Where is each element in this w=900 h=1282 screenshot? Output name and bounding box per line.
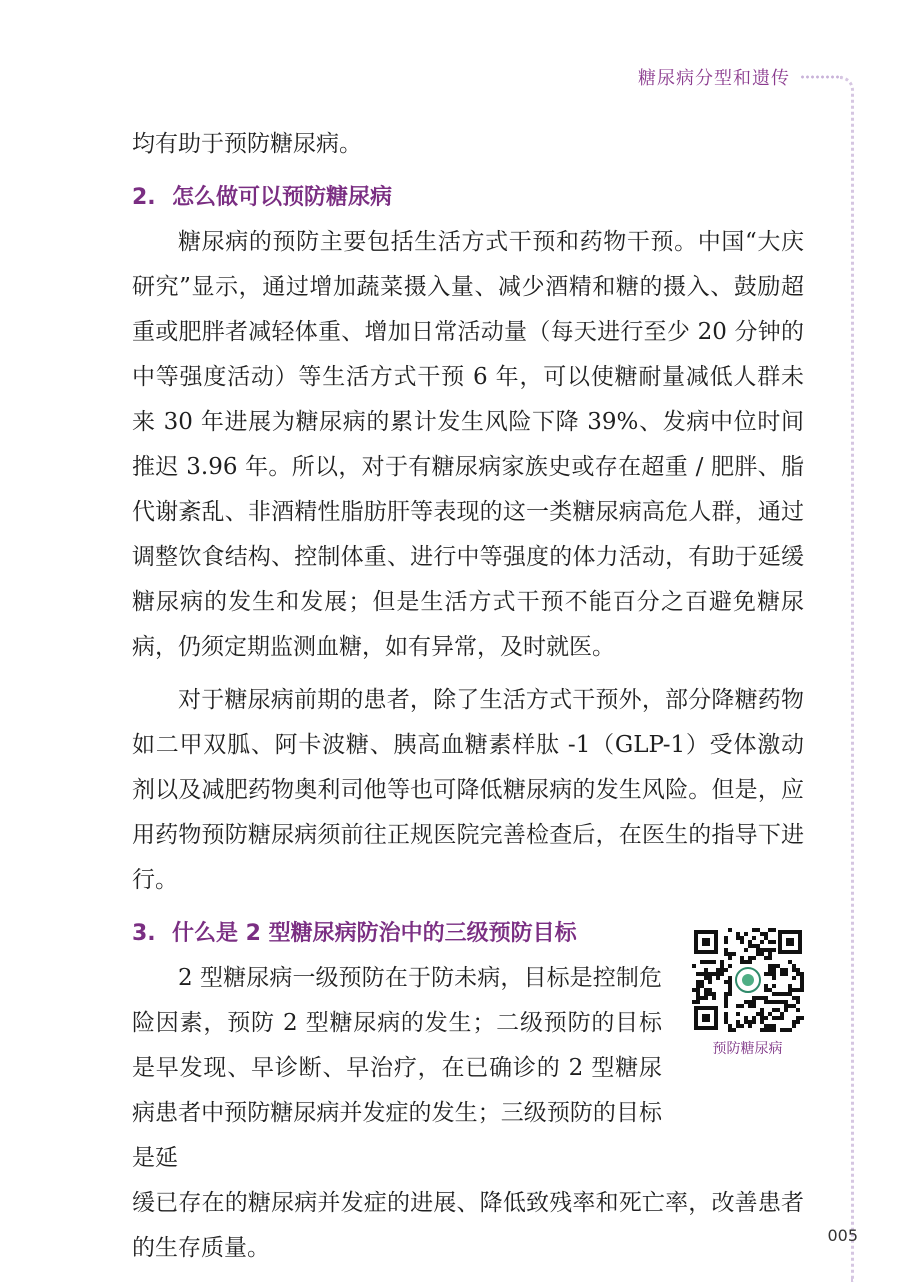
qr-code-block [690,928,805,1058]
running-header-title: 糖尿病分型和遗传 [638,68,790,89]
page-content [132,122,804,1271]
header-dots-decoration [800,74,842,80]
qr-caption: 预防糖尿病 [712,1041,783,1057]
section-title: 什么是 2 型糖尿病防治中的三级预防目标 [172,921,577,946]
paragraph-prevention: 糖尿病的预防主要包括生活方式干预和药物干预。中国“大庆研究”显示，通过增加蔬菜摄入量、减少酒精和糖的摄入、鼓励超重或肥胖者减轻体重、增加日常活动量（每天进行至少 20 分钟的中等强度活动）等生活方式干预 6 年，可以使糖耐量减低人群未来 30 年进展为糖尿病的累计发生风险下降 39%、发病中位时间推迟 3.96 年。所以，对于有糖尿病家族史或存在超重 / 肥胖、脂代谢紊乱、非酒精性脂肪肝等表现的这一类糖尿病高危人群，通过调整饮食结构、控制体重、进行中等强度的体力活动，有助于延缓糖尿病的发生和发展；但是生活方式干预不能百分之百避免糖尿病，仍须定期监测血糖，如有异常，及时就医。 [132,229,804,660]
continued-line: 均有助于预防糖尿病。 [132,131,362,157]
page-number: 005 [827,1226,858,1245]
paragraph-three-level-a: 2 型糖尿病一级预防在于防未病，目标是控制危险因素，预防 2 型糖尿病的发生；二级预防的目标是早发现、早诊断、早治疗，在已确诊的 2 型糖尿病患者中预防糖尿病并发症的发生；三级预防的目标是延 [132,965,662,1171]
qr-code-icon[interactable] [692,928,804,1032]
section-title: 怎么做可以预防糖尿病 [172,185,393,210]
section-number: 2. [132,185,156,210]
section-heading-2 [132,175,804,220]
section-number: 3. [132,921,156,946]
side-border-decoration [840,76,854,1282]
paragraph-three-level-b: 缓已存在的糖尿病并发症的进展、降低致残率和死亡率，改善患者的生存质量。 [132,1190,804,1261]
paragraph-prediabetes: 对于糖尿病前期的患者，除了生活方式干预外，部分降糖药物如二甲双胍、阿卡波糖、胰高血糖素样肽 -1（GLP-1）受体激动剂以及减肥药物奥利司他等也可降低糖尿病的发生风险。但是，应用药物预防糖尿病须前往正规医院完善检查后，在医生的指导下进行。 [132,687,804,893]
